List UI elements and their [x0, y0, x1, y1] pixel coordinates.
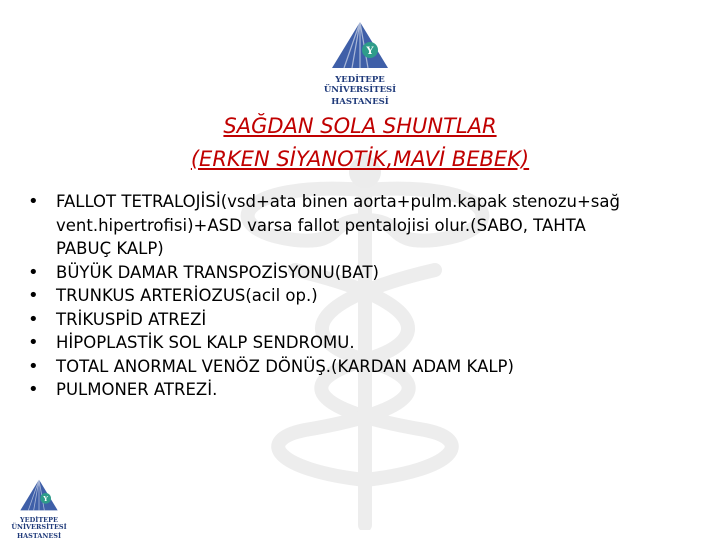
hospital-logo	[300, 20, 420, 107]
bullet-item: • FALLOT TETRALOJİSİ(vsd+ata binen aorta+pulm.kapak stenozu+sağ vent.hipertrofisi)+ASD varsa fallot pentalojisi olur.(SABO, TAHTA PABUÇ KALP)	[28, 190, 636, 261]
logo-emblem-letter: Y	[43, 495, 49, 503]
logo-university-name: YEDİTEPE ÜNİVERSİTESİ	[11, 516, 67, 532]
bullet-item: • TOTAL ANORMAL VENÖZ DÖNÜŞ.(KARDAN ADAM KALP)	[28, 355, 688, 379]
bullet-item: • TRUNKUS ARTERİOZUS(acil op.)	[28, 284, 688, 308]
bullet-list	[28, 190, 688, 402]
logo-hospital-name: HASTANESİ	[16, 531, 62, 540]
bullet-item: • TRİKUSPİD ATREZİ	[28, 308, 688, 332]
bullet-item: • PULMONER ATREZİ.	[28, 378, 688, 402]
logo-university-name: YEDİTEPE ÜNİVERSİTESİ	[323, 75, 397, 95]
logo-hospital-name: HASTANESİ	[331, 96, 389, 107]
bullet-item: • HİPOPLASTİK SOL KALP SENDROMU.	[28, 331, 688, 355]
pyramid-logo-icon	[19, 478, 59, 512]
slide-title	[100, 110, 620, 176]
bullet-item: • BÜYÜK DAMAR TRANSPOZİSYONU(BAT)	[28, 261, 688, 285]
logo-emblem-letter: Y	[366, 46, 374, 57]
pyramid-logo-icon	[330, 20, 390, 70]
slide-title-line-2: (ERKEN SİYANOTİK,MAVİ BEBEK)	[190, 147, 530, 171]
slide-title-line-1: SAĞDAN SOLA SHUNTLAR	[223, 114, 497, 138]
hospital-logo-small	[0, 478, 78, 540]
